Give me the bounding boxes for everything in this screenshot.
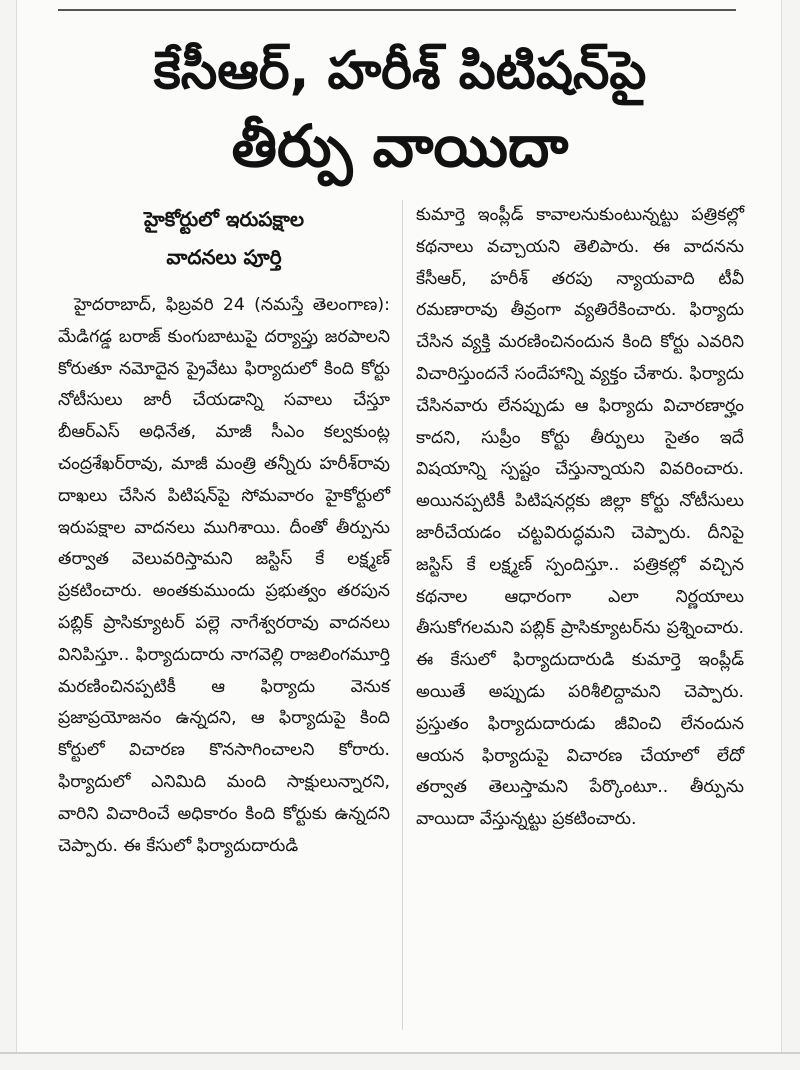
article-paragraph-right: కుమార్తె ఇంప్లీడ్‌ కావాలనుకుంటున్నట్టు పత్రికల్లో కథనాలు వచ్చాయని తెలిపారు. ఈ వాదనను కేసీఆర్‌, హరీశ్‌ తరపు న్యాయవాది టీవీ రమణారావు తీవ్రంగా వ్యతిరేకించారు. ఫిర్యాదు చేసిన వ్యక్తి మరణించినందున కింది కోర్టు ఎవరిని విచారిస్తుందనే సందేహాన్ని వ్యక్తం చేశారు. ఫిర్యాదు చేసినవారు లేనప్పుడు ఆ ఫిర్యాదు విచారణార్హం కాదని, సుప్రీం కోర్టు తీర్పులు సైతం ఇదే విషయాన్ని స్పష్టం చేస్తున్నాయని వివరించారు. అయినప్పటికీ పిటిషనర్లకు జిల్లా కోర్టు నోటీసులు జారీచేయడం చట్టవిరుద్ధమని చెప్పారు. దీనిపై జస్టిస్‌ కే లక్ష్మణ్‌ స్పందిస్తూ.. పత్రికల్లో వచ్చిన కథనాల ఆధారంగా ఎలా నిర్ణయాలు తీసుకోగలమని పబ్లిక్‌ ప్రాసిక్యూటర్‌ను ప్రశ్నించారు. ఈ కేసులో ఫిర్యాదుదారుడి కుమార్తె ఇంప్లీడ్‌ అయితే అప్పుడు పరిశీలిద్దామని చెప్పారు. ప్రస్తుతం ఫిర్యాదుదారుడు జీవించి లేనందున ఆయన ఫిర్యాదుపై విచారణ చేయాలో లేదో తర్వాత తెలుస్తామని పేర్కొంటూ.. తీర్పును వాయిదా వేస్తున్నట్టు ప్రకటించారు. bbox=[416, 205, 744, 830]
headline-line-1: కేసీఆర్‌, హరీశ్‌ పిటిషన్‌పై bbox=[153, 41, 647, 101]
subheading-line-2: వాదనలు పూర్తి bbox=[166, 245, 282, 269]
headline-line-2: తీర్పు వాయిదా bbox=[231, 112, 569, 180]
subheading-line-1: హైకోర్టులో ఇరుపక్షాల bbox=[143, 207, 305, 231]
article-column-right bbox=[416, 200, 744, 836]
bottom-rule bbox=[0, 1052, 800, 1054]
top-rule bbox=[58, 9, 736, 11]
article-column-left bbox=[58, 200, 390, 862]
column-divider bbox=[402, 200, 403, 1030]
article-paragraph-left: హైదరాబాద్‌, ఫిబ్రవరి 24 (నమస్తే తెలంగాణ): మేడిగడ్డ బరాజ్‌ కుంగుబాటుపై దర్యాప్తు జరపాలని కోరుతూ నమోదైన ప్రైవేటు ఫిర్యాదులో కింది కోర్టు నోటీసులు జారీ చేయడాన్ని సవాలు చేస్తూ బీఆర్‌ఎస్‌ అధినేత, మాజీ సీఎం కల్వకుంట్ల చంద్రశేఖర్‌రావు, మాజీ మంత్రి తన్నీరు హరీశ్‌రావు దాఖలు చేసిన పిటిషన్‌పై సోమవారం హైకోర్టులో ఇరుపక్షాల వాదనలు ముగిశాయి. దీంతో తీర్పును తర్వాత వెలువరిస్తామని జస్టిస్‌ కే లక్ష్మణ్‌ ప్రకటించారు. అంతకుముందు ప్రభుత్వం తరపున పబ్లిక్‌ ప్రాసిక్యూటర్‌ పల్లె నాగేశ్వరరావు వాదనలు వినిపిస్తూ.. ఫిర్యాదుదారు నాగవెల్లి రాజలింగమూర్తి మరణించినప్పటికీ ఆ ఫిర్యాదు వెనుక ప్రజాప్రయోజనం ఉన్నదని, ఆ ఫిర్యాదుపై కింది కోర్టులో విచారణ కొనసాగించాలని కోరారు. ఫిర్యాదులో ఎనిమిది మంది సాక్షులున్నారని, వారిని విచారించే అధికారం కింది కోర్టుకు ఉన్నదని చెప్పారు. ఈ కేసులో ఫిర్యాదుదారుడి bbox=[58, 295, 390, 856]
subheading bbox=[58, 200, 390, 276]
